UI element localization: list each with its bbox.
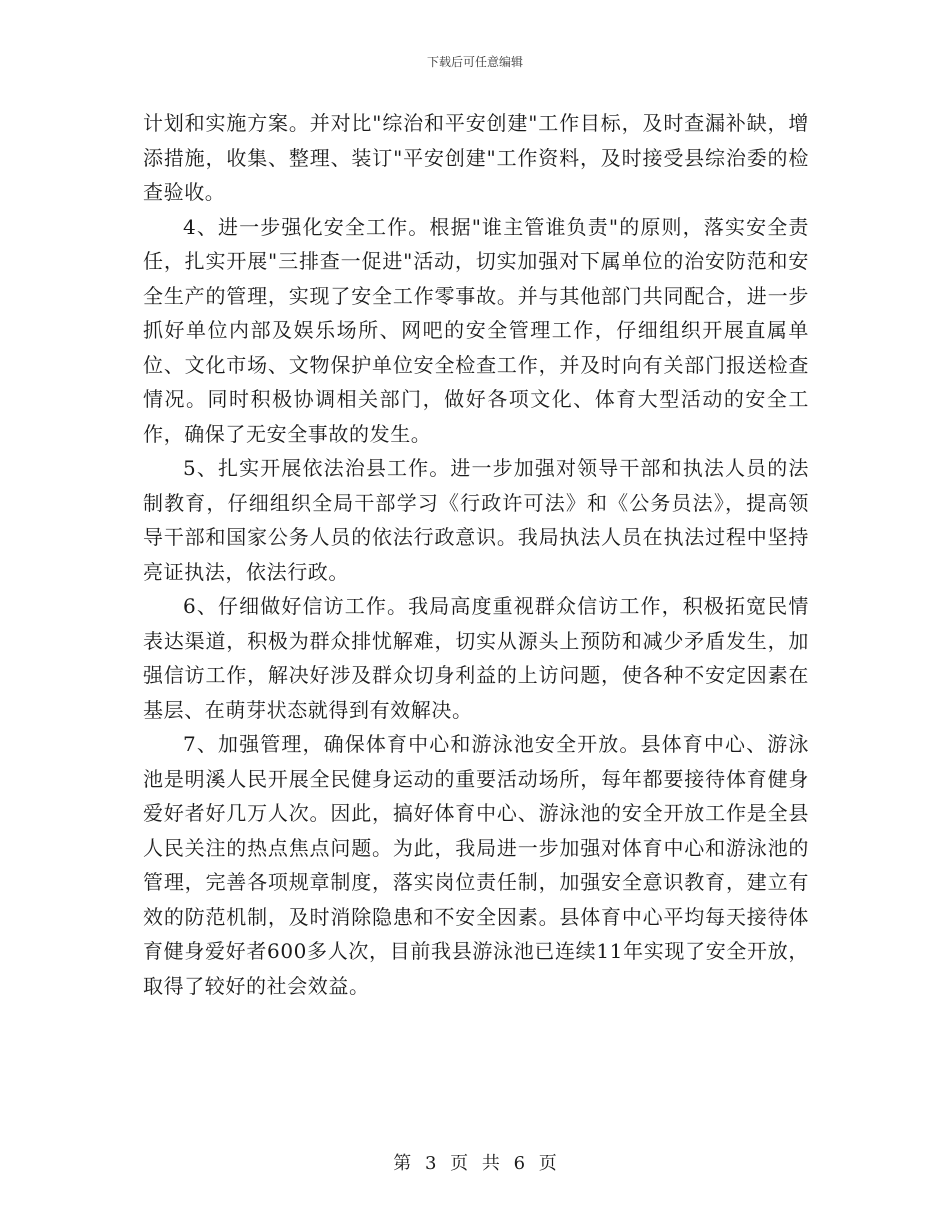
document-body [143, 106, 809, 1003]
paragraph-item-6: 6、仔细做好信访工作。我局高度重视群众信访工作，积极拓宽民情表达渠道，积极为群众排忧解难，切实从源头上预防和减少矛盾发生，加强信访工作，解决好涉及群众切身利益的上访问题，使各种不安定因素在基层、在萌芽状态就得到有效解决。 [143, 594, 809, 722]
footer-suffix: 页 [538, 1153, 557, 1174]
footer-current-page: 3 [424, 1153, 437, 1174]
footer-prefix: 第 [393, 1153, 412, 1174]
page-footer [0, 1152, 950, 1176]
paragraph-item-7: 7、加强管理，确保体育中心和游泳池安全开放。县体育中心、游泳池是明溪人民开展全民健身运动的重要活动场所，每年都要接待体育健身爱好者好几万人次。因此，搞好体育中心、游泳池的安全开放工作是全县人民关注的热点焦点问题。为此，我局进一步加强对体育中心和游泳池的管理，完善各项规章制度，落实岗位责任制，加强安全意识教育，建立有效的防范机制，及时消除隐患和不安全因素。县体育中心平均每天接待体育健身爱好者600多人次，目前我县游泳池已连续11年实现了安全开放，取得了较好的社会效益。 [143, 732, 809, 998]
page-header-note: 下载后可任意编辑 [426, 55, 523, 69]
footer-page-word: 页 [450, 1153, 469, 1174]
footer-total-pages: 6 [513, 1153, 526, 1174]
paragraph-item-5: 5、扎实开展依法治县工作。进一步加强对领导干部和执法人员的法制教育，仔细组织全局干部学习《行政许可法》和《公务员法》，提高领导干部和国家公务人员的依法行政意识。我局执法人员在执法过程中坚持亮证执法，依法行政。 [143, 456, 809, 584]
paragraph-continuation: 计划和实施方案。并对比"综治和平安创建"工作目标，及时查漏补缺，增添措施，收集、整理、装订"平安创建"工作资料，及时接受县综治委的检查验收。 [143, 111, 809, 204]
footer-total-word: 共 [481, 1153, 500, 1174]
paragraph-item-4: 4、进一步强化安全工作。根据"谁主管谁负责"的原则，落实安全责任，扎实开展"三排查一促进"活动，切实加强对下属单位的治安防范和安全生产的管理，实现了安全工作零事故。并与其他部门共同配合，进一步抓好单位内部及娱乐场所、网吧的安全管理工作，仔细组织开展直属单位、文化市场、文物保护单位安全检查工作，并及时向有关部门报送检查情况。同时积极协调相关部门，做好各项文化、体育大型活动的安全工作，确保了无安全事故的发生。 [143, 214, 809, 446]
